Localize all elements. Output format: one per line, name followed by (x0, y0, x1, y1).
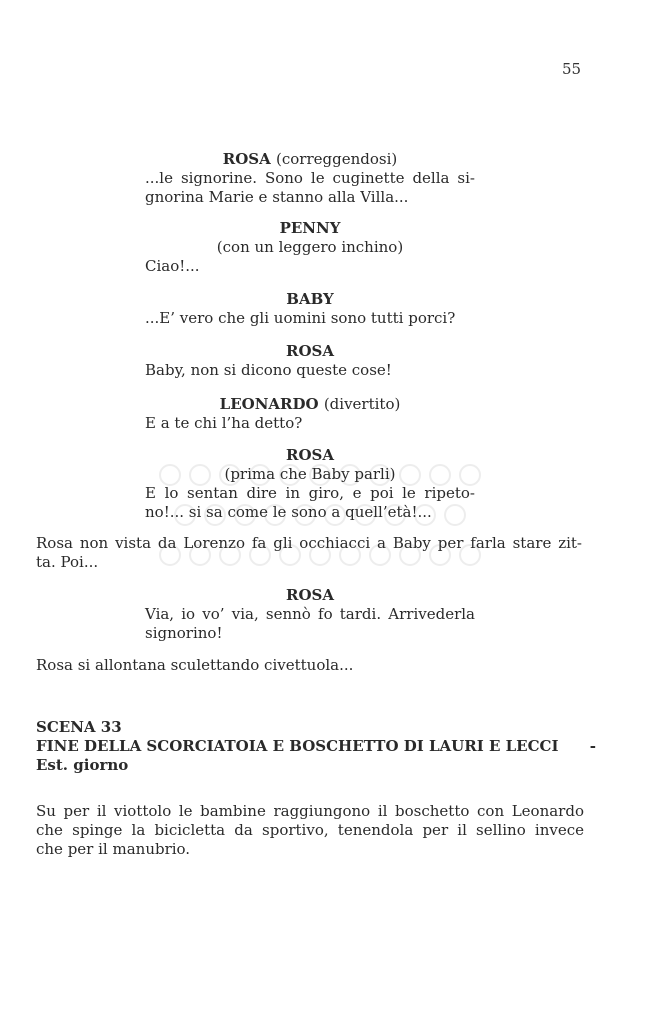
scene-number: SCENA 33 (36, 718, 122, 736)
action-paragraph (36, 534, 582, 572)
dialogue-line: E a te chi l’ha detto? (145, 414, 303, 432)
speaker-line (145, 395, 475, 414)
page-number: 55 (562, 60, 582, 78)
speaker-name: ROSA (285, 586, 334, 604)
dialogue-line: gnorina Marie e stanno alla Villa... (145, 188, 409, 206)
dialogue-line: signorino! (145, 624, 223, 642)
speaker-name: ROSA (285, 342, 334, 360)
action-line: che spinge la bicicletta da sportivo, tenendola per il sellino invece (36, 821, 584, 839)
speaker-name: PENNY (279, 219, 341, 237)
scene-location-line (36, 737, 596, 756)
dialogue-line: no!... si sa come le sono a quell’età!... (145, 503, 432, 521)
scene-location: FINE DELLA SCORCIATOIA E BOSCHETTO DI LAURI E LECCI (36, 737, 559, 755)
parenthetical: (correggendosi) (276, 150, 398, 168)
speaker-name: LEONARDO (219, 395, 319, 413)
parenthetical: (con un leggero inchino) (216, 238, 404, 256)
action-paragraph (36, 656, 582, 675)
dialogue-line: E lo sentan dire in giro, e poi le ripeto- (145, 484, 475, 502)
dialogue-line: Ciao!... (145, 257, 200, 275)
dialogue-block (145, 150, 475, 207)
action-line: Rosa non vista da Lorenzo fa gli occhiacci a Baby per farla stare zit- (36, 534, 582, 552)
dialogue-block (145, 446, 475, 522)
dialogue-line: ...E’ vero che gli uomini sono tutti porci? (145, 309, 456, 327)
action-line: Su per il viottolo le bambine raggiungono il boschetto con Leonardo (36, 802, 584, 820)
speaker-name: ROSA (285, 446, 334, 464)
dialogue-block (145, 290, 475, 328)
scene-dash: - (589, 737, 596, 755)
dialogue-block (145, 395, 475, 433)
dialogue-block (145, 586, 475, 643)
scene-heading (36, 718, 596, 775)
dialogue-block (145, 219, 475, 276)
dialogue-line: Baby, non si dicono queste cose! (145, 361, 392, 379)
action-line: che per il manubrio. (36, 840, 191, 858)
parenthetical: (prima che Baby parli) (224, 465, 396, 483)
speaker-name: ROSA (222, 150, 271, 168)
parenthetical: (divertito) (323, 395, 401, 413)
scene-time: Est. giorno (36, 756, 129, 774)
dialogue-block (145, 342, 475, 380)
speaker-line (145, 150, 475, 169)
action-line: Rosa si allontana sculettando civettuola... (36, 656, 354, 674)
action-paragraph (36, 802, 584, 859)
action-line: ta. Poi... (36, 553, 99, 571)
dialogue-line: Via, io vo’ via, sennò fo tardi. Arrivederla (145, 605, 475, 623)
dialogue-line: ...le signorine. Sono le cuginette della si- (145, 169, 475, 187)
speaker-name: BABY (286, 290, 334, 308)
